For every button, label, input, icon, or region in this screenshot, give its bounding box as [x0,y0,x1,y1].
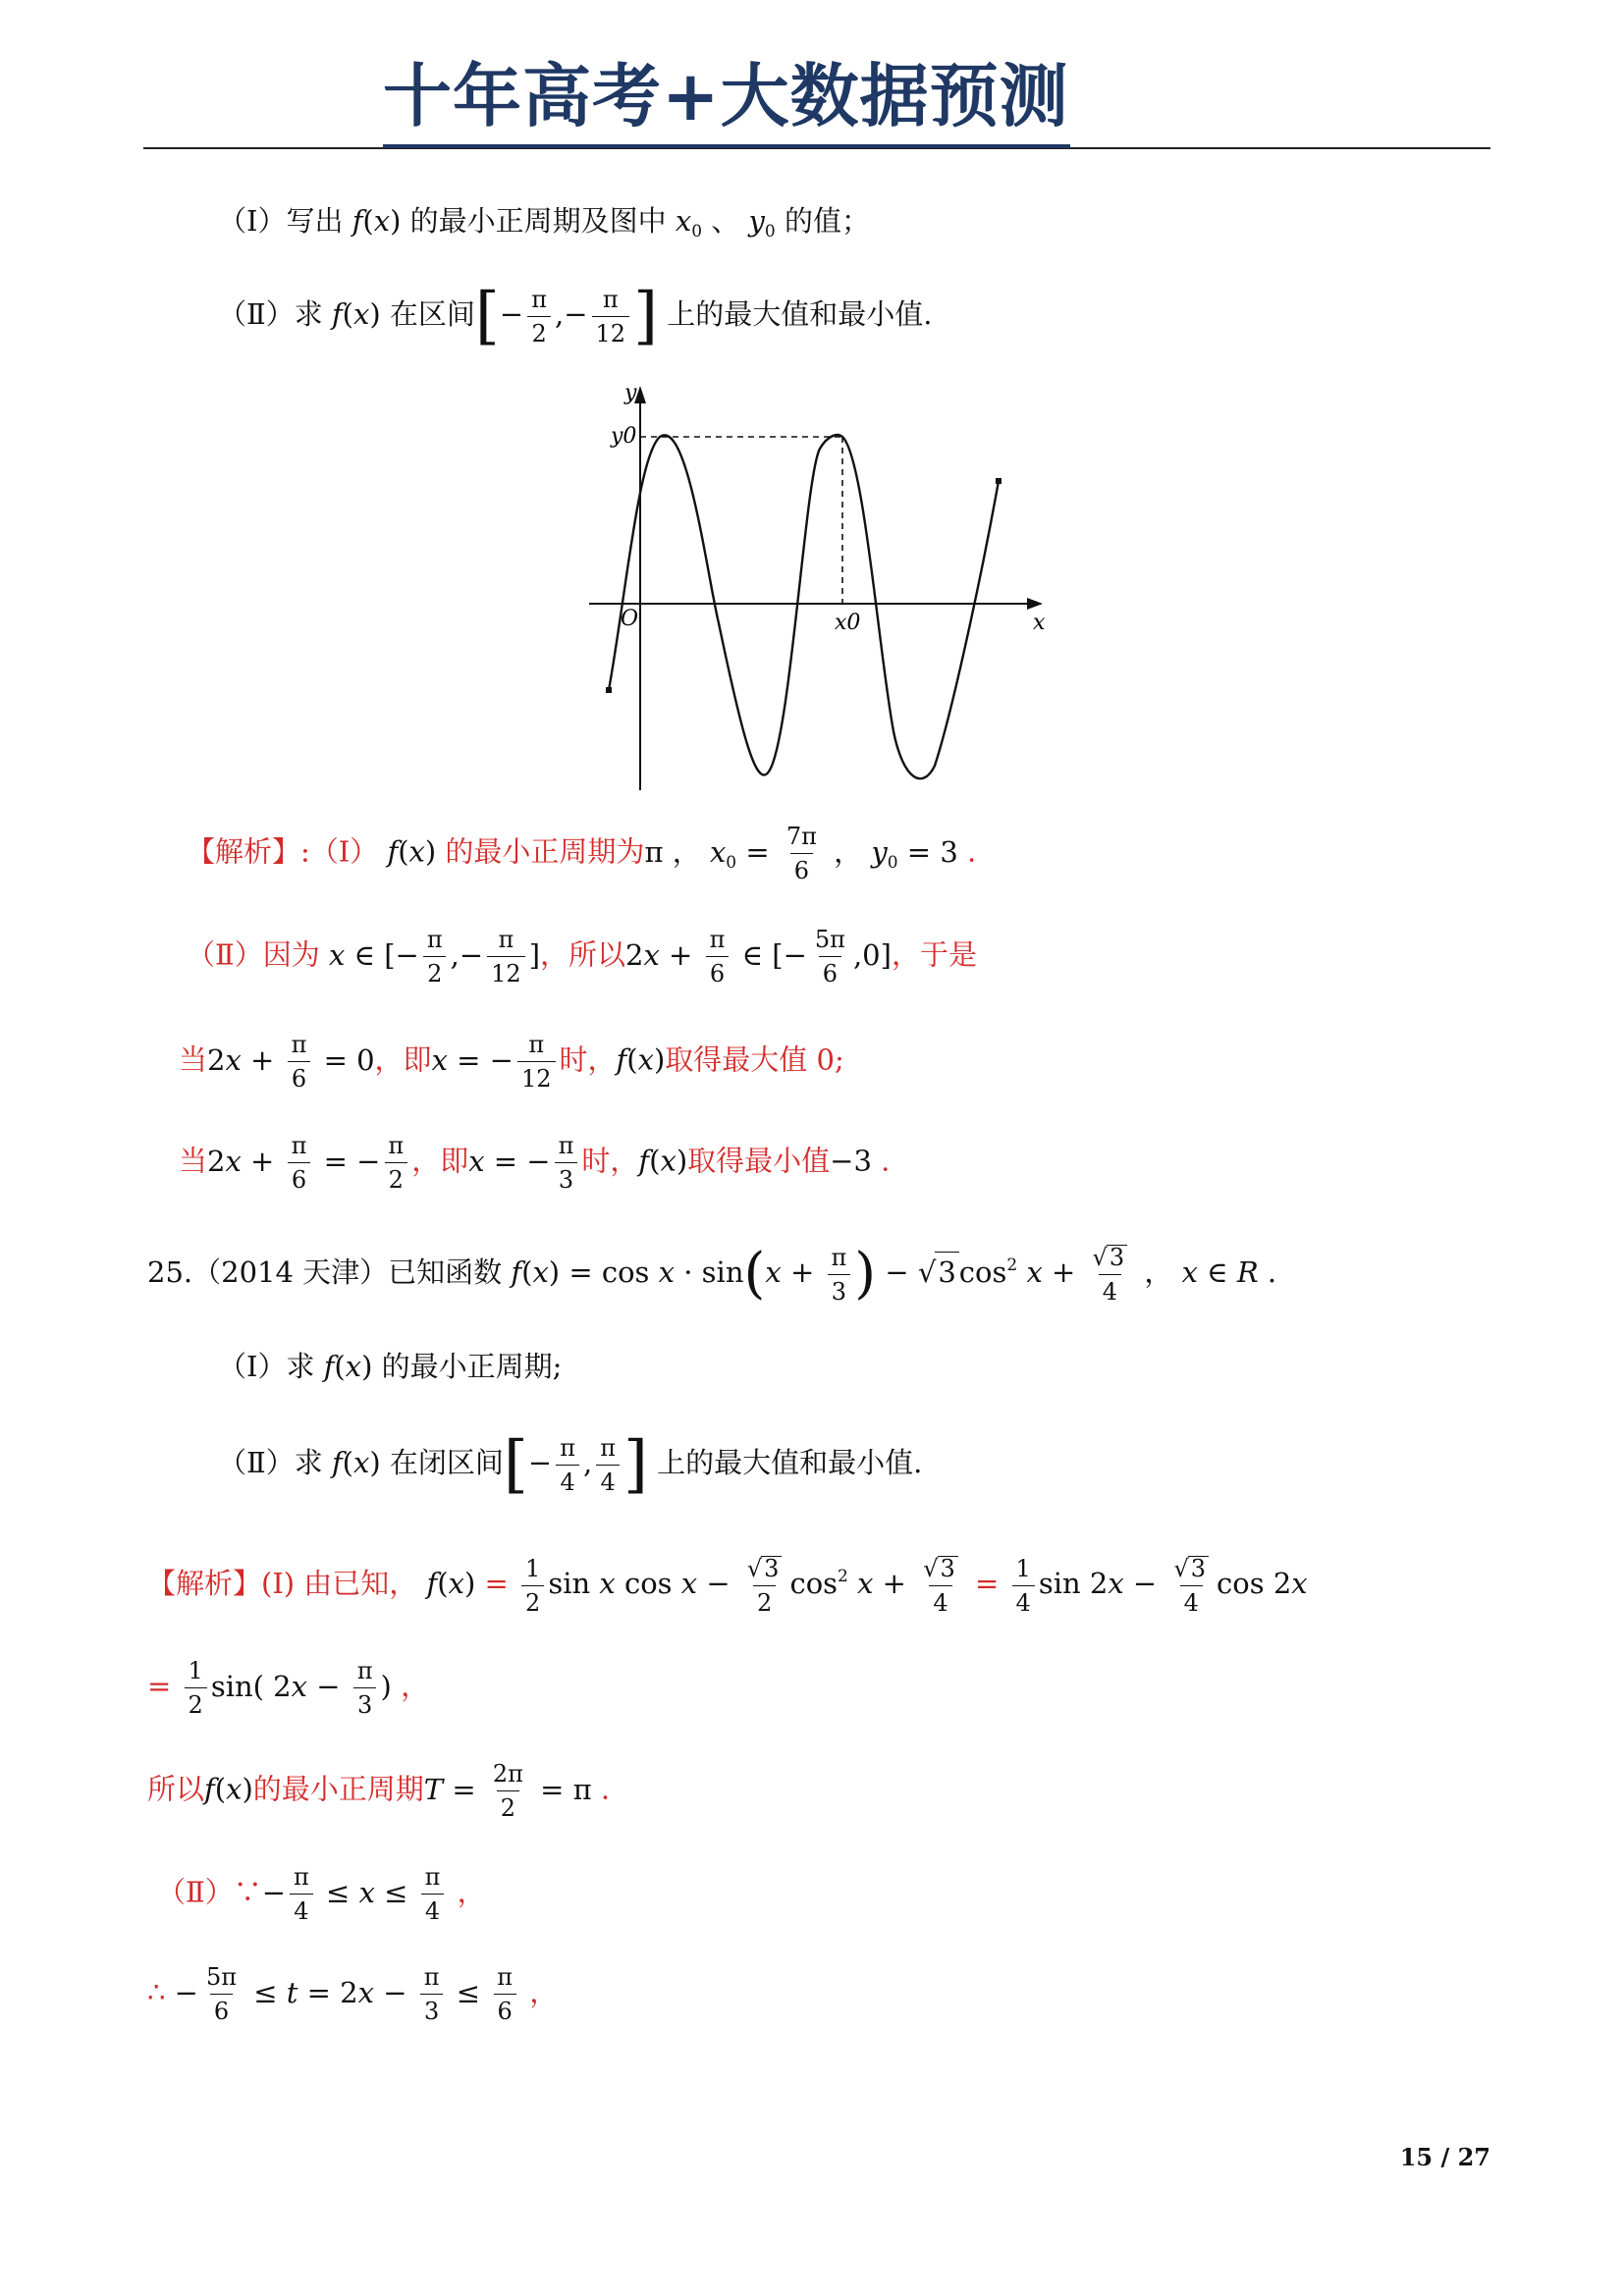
y0-label: y0 [611,424,637,449]
sine-curve [609,435,999,778]
solution1-line1: 【解析】:（Ⅰ） f(x) 的最小正周期为π ， $x_0$ = $\frac{7\pi}{6}$ ， $y_0 = 3$ . [187,823,977,884]
question-part-1: （Ⅰ）写出 f(x) 的最小正周期及图中 $x_0$ 、 $y_0$ 的值； [218,204,870,241]
x-axis-label: x [1033,611,1046,635]
question-part-2: （Ⅱ）求 f(x) 在区间[− $\frac{\pi}{2}$ ,− $\frac{\pi}{12}$ ] 上的最大值和最小值. [218,280,933,352]
solution1-line3: 当2x + $\frac{\pi}{6}$ = 0，即x = − $\frac{\pi}{12}$ 时，f(x)取得最大值 0; [179,1031,844,1093]
page-number: 15 / 27 [1399,2143,1490,2171]
curve-start-point [606,687,612,693]
solution1-line2: （Ⅱ）因为 x ∈ [− $\frac{\pi}{2}$ ,− $\frac{\pi}{12}$ ]，所以2x + $\frac{\pi}{6}$ ∈ [− $\frac{5\pi}{6}$ ,0]，于是 [187,926,977,988]
origin-label: O [621,607,639,631]
question-25-statement: 25.（2014 天津）已知函数 f(x) = cos x · sin(x + $\frac{\pi}{3}$ ) − √3 $\cos^2 x$ + $\frac{√3}{4}$ ， x ∈ R . [147,1242,1277,1306]
solution2-line2: = $\frac{1}{2}$ sin( 2x − $\frac{\pi}{3}$ ) ， [147,1657,430,1719]
sine-graph [569,378,1060,810]
solution2-line1: 【解析】(Ⅰ) 由已知， f(x) = $\frac{1}{2}$ sin x cos x − $\frac{√3}{2}$ $\cos^2 x$ + $\frac{√3}{4}$ = $\frac{1}{4}$ sin 2x − $\frac{√3}{4}$ cos 2x [147,1554,1308,1617]
solution2-line4: （Ⅱ）∵− $\frac{\pi}{4}$ ≤ x ≤ $\frac{\pi}{4}$ ， [157,1863,486,1925]
y-axis-label: y [624,381,637,405]
header-accent-rule [383,144,1070,148]
question-25-part-1: （Ⅰ）求 f(x) 的最小正周期; [218,1350,563,1383]
question-25-part-2: （Ⅱ）求 f(x) 在闭区间[− $\frac{\pi}{4}$ , $\frac{\pi}{4}$ ] 上的最大值和最小值. [218,1428,923,1501]
solution1-line4: 当2x + $\frac{\pi}{6}$ = − $\frac{\pi}{2}$ ，即x = − $\frac{\pi}{3}$ 时，f(x)取得最小值−3 . [179,1132,891,1194]
curve-end-point [996,478,1001,484]
solution2-line5: ∴ − $\frac{5\pi}{6}$ ≤ t = 2x − $\frac{\pi}{3}$ ≤ $\frac{\pi}{6}$ ， [147,1963,559,2025]
page-banner-title: 十年高考+大数据预测 [383,56,1069,136]
x-axis-arrow [1027,598,1043,610]
x0-label: x0 [835,611,861,635]
solution2-line3: 所以f(x)的最小正周期T = $\frac{2\pi}{2}$ = π . [147,1760,611,1822]
